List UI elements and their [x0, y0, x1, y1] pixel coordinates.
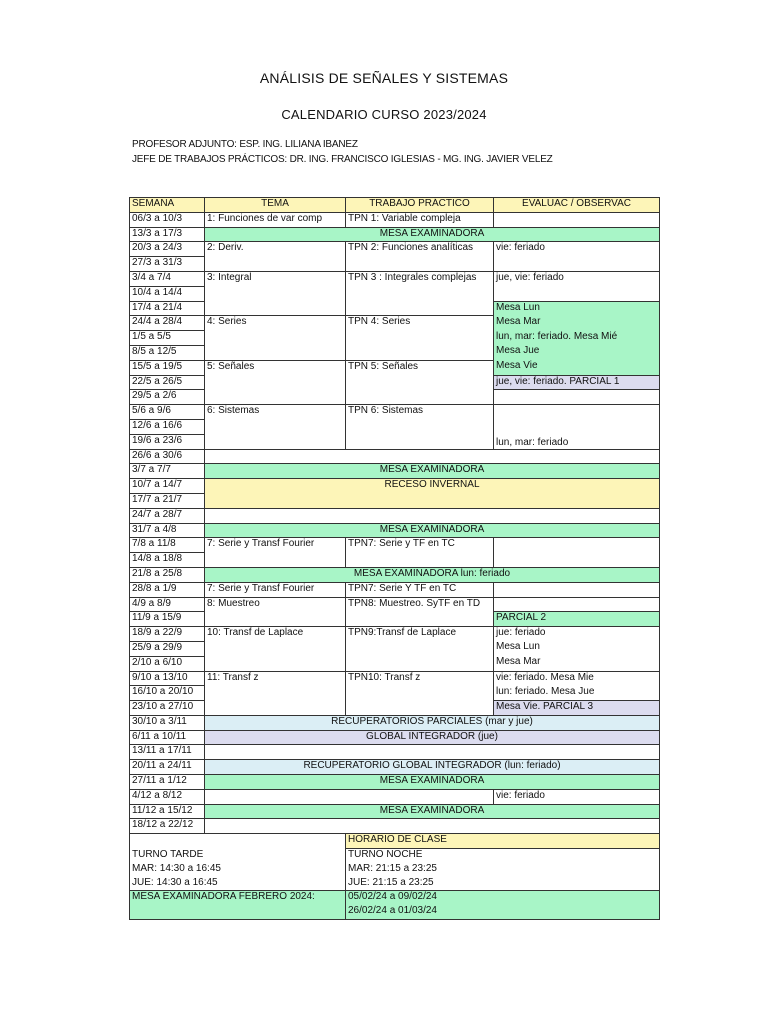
semana-cell: 19/6 a 23/6	[130, 434, 205, 449]
profesor-line: PROFESOR ADJUNTO: ESP. ING. LILIANA IBANEZ	[132, 139, 358, 150]
eval-cell: Mesa Lun	[494, 641, 660, 656]
turno-noche: TURNO NOCHE	[346, 849, 660, 863]
semana-cell: 22/5 a 26/5	[130, 375, 205, 390]
table-row	[130, 405, 660, 420]
table-row	[130, 730, 660, 745]
semana-cell: 27/11 a 1/12	[130, 775, 205, 790]
eval-cell	[494, 538, 660, 568]
horario-row	[130, 863, 660, 877]
header-eval: EVALUAC / OBSERVAC	[494, 198, 660, 213]
eval-cell	[494, 390, 660, 405]
span-cell: GLOBAL INTEGRADOR (jue)	[205, 730, 660, 745]
tarde-jue: JUE: 14:30 a 16:45	[130, 877, 346, 891]
eval-cell: Mesa Vie	[494, 360, 660, 375]
semana-cell: 3/7 a 7/7	[130, 464, 205, 479]
tema-cell: 6: Sistemas	[205, 405, 346, 449]
table-row	[130, 227, 660, 242]
semana-cell: 3/4 a 7/4	[130, 271, 205, 286]
table-row	[130, 508, 660, 523]
eval-cell: Mesa Mar	[494, 656, 660, 671]
tp-cell: TPN8: Muestreo. SyTF en TD	[346, 597, 494, 627]
span-cell: RECESO INVERNAL	[205, 479, 660, 509]
tp-cell: TPN 6: Sistemas	[346, 405, 494, 449]
tema-cell: 1: Funciones de var comp	[205, 212, 346, 227]
semana-cell: 17/4 a 21/4	[130, 301, 205, 316]
noche-mar: MAR: 21:15 a 23:25	[346, 863, 660, 877]
tema-cell: 4: Series	[205, 316, 346, 360]
semana-cell: 11/9 a 15/9	[130, 612, 205, 627]
semana-cell: 5/6 a 9/6	[130, 405, 205, 420]
table-row	[130, 760, 660, 775]
table-row	[130, 819, 660, 834]
semana-cell: 13/11 a 17/11	[130, 745, 205, 760]
tema-cell: 5: Señales	[205, 360, 346, 404]
eval-cell: PARCIAL 2	[494, 612, 660, 627]
tp-cell: TPN7: Serie Y TF en TC	[346, 582, 494, 597]
span-cell: MESA EXAMINADORA	[205, 464, 660, 479]
semana-cell: 27/3 a 31/3	[130, 257, 205, 272]
mesa-febrero-2: 26/02/24 a 01/03/24	[346, 905, 660, 919]
mesa-febrero-label: MESA EXAMINADORA FEBRERO 2024:	[130, 891, 346, 905]
semana-cell: 21/8 a 25/8	[130, 567, 205, 582]
semana-cell: 12/6 a 16/6	[130, 419, 205, 434]
span-cell	[205, 789, 494, 804]
tema-cell: 8: Muestreo	[205, 597, 346, 627]
table-row	[130, 671, 660, 686]
eval-cell: jue, vie: feriado	[494, 271, 660, 301]
semana-cell: 06/3 a 10/3	[130, 212, 205, 227]
horario-row	[130, 877, 660, 891]
table-row	[130, 360, 660, 375]
tema-cell: 3: Integral	[205, 271, 346, 315]
table-row	[130, 242, 660, 257]
header-tp: TRABAJO PRÁCTICO	[346, 198, 494, 213]
tema-cell: 2: Deriv.	[205, 242, 346, 272]
semana-cell: 18/9 a 22/9	[130, 627, 205, 642]
header-row	[130, 198, 660, 213]
mesa-febrero-row	[130, 891, 660, 905]
table-row	[130, 449, 660, 464]
eval-cell: Mesa Lun	[494, 301, 660, 316]
span-cell: MESA EXAMINADORA	[205, 775, 660, 790]
tp-cell: TPN7: Serie y TF en TC	[346, 538, 494, 568]
span-cell	[205, 819, 660, 834]
semana-cell: 1/5 a 5/5	[130, 331, 205, 346]
semana-cell: 9/10 a 13/10	[130, 671, 205, 686]
calendar-table	[129, 197, 660, 920]
eval-cell: jue: feriado	[494, 627, 660, 642]
semana-cell: 11/12 a 15/12	[130, 804, 205, 819]
eval-cell: jue, vie: feriado. PARCIAL 1	[494, 375, 660, 390]
semana-cell: 28/8 a 1/9	[130, 582, 205, 597]
eval-cell	[494, 597, 660, 612]
table-row	[130, 775, 660, 790]
tp-cell: TPN 2: Funciones analíticas	[346, 242, 494, 272]
noche-jue: JUE: 21:15 a 23:25	[346, 877, 660, 891]
eval-cell: vie: feriado. Mesa Mie	[494, 671, 660, 686]
span-cell: MESA EXAMINADORA	[205, 804, 660, 819]
tarde-mar: MAR: 14:30 a 16:45	[130, 863, 346, 877]
header-tema: TEMA	[205, 198, 346, 213]
span-cell	[205, 508, 660, 523]
table-row	[130, 582, 660, 597]
eval-cell: Mesa Mar	[494, 316, 660, 331]
horario-title-row	[130, 834, 660, 849]
semana-cell: 20/3 a 24/3	[130, 242, 205, 257]
horario-row	[130, 849, 660, 863]
document-subtitle: CALENDARIO CURSO 2023/2024	[281, 107, 487, 122]
table-row	[130, 271, 660, 286]
mesa-febrero-row	[130, 905, 660, 919]
table-row	[130, 597, 660, 612]
tp-cell: TPN10: Transf z	[346, 671, 494, 715]
semana-cell: 16/10 a 20/10	[130, 686, 205, 701]
tp-cell: TPN9:Transf de Laplace	[346, 627, 494, 671]
semana-cell: 23/10 a 27/10	[130, 701, 205, 716]
table-row	[130, 789, 660, 804]
eval-cell: lun: feriado. Mesa Jue	[494, 686, 660, 701]
tema-cell: 7: Serie y Transf Fourier	[205, 582, 346, 597]
jefe-line: JEFE DE TRABAJOS PRÁCTICOS: DR. ING. FRANCISCO IGLESIAS - MG. ING. JAVIER VELEZ	[132, 154, 553, 165]
semana-cell: 4/9 a 8/9	[130, 597, 205, 612]
semana-cell: 20/11 a 24/11	[130, 760, 205, 775]
semana-cell: 18/12 a 22/12	[130, 819, 205, 834]
tp-cell: TPN 1: Variable compleja	[346, 212, 494, 227]
mesa-febrero-1: 05/02/24 a 09/02/24	[346, 891, 660, 905]
span-cell: RECUPERATORIO GLOBAL INTEGRADOR (lun: feriado)	[205, 760, 660, 775]
semana-cell: 10/4 a 14/4	[130, 286, 205, 301]
eval-cell	[494, 212, 660, 227]
header-semana: SEMANA	[130, 198, 205, 213]
span-cell: MESA EXAMINADORA lun: feriado	[205, 567, 660, 582]
span-cell	[205, 745, 660, 760]
semana-cell: 6/11 a 10/11	[130, 730, 205, 745]
table-row	[130, 715, 660, 730]
semana-cell: 15/5 a 19/5	[130, 360, 205, 375]
tp-cell: TPN 5: Señales	[346, 360, 494, 404]
table-row	[130, 212, 660, 227]
table-row	[130, 627, 660, 642]
table-row	[130, 567, 660, 582]
semana-cell: 26/6 a 30/6	[130, 449, 205, 464]
document-title: ANÁLISIS DE SEÑALES Y SISTEMAS	[259, 70, 509, 86]
semana-cell: 17/7 a 21/7	[130, 493, 205, 508]
semana-cell: 13/3 a 17/3	[130, 227, 205, 242]
span-cell: RECUPERATORIOS PARCIALES (mar y jue)	[205, 715, 660, 730]
table-row	[130, 804, 660, 819]
eval-cell	[494, 582, 660, 597]
turno-tarde: TURNO TARDE	[130, 849, 346, 863]
semana-cell: 24/7 a 28/7	[130, 508, 205, 523]
table-row	[130, 745, 660, 760]
semana-cell: 7/8 a 11/8	[130, 538, 205, 553]
tema-cell: 10: Transf de Laplace	[205, 627, 346, 671]
span-cell: MESA EXAMINADORA	[205, 523, 660, 538]
semana-cell: 8/5 a 12/5	[130, 345, 205, 360]
semana-cell: 31/7 a 4/8	[130, 523, 205, 538]
semana-cell: 24/4 a 28/4	[130, 316, 205, 331]
semana-cell: 10/7 a 14/7	[130, 479, 205, 494]
eval-cell: vie: feriado	[494, 789, 660, 804]
eval-cell: vie: feriado	[494, 242, 660, 272]
table-row	[130, 538, 660, 553]
table-row	[130, 316, 660, 331]
eval-cell: lun, mar: feriado	[494, 405, 660, 449]
semana-cell: 30/10 a 3/11	[130, 715, 205, 730]
tp-cell: TPN 3 : Integrales complejas	[346, 271, 494, 315]
tema-cell: 7: Serie y Transf Fourier	[205, 538, 346, 568]
table-row	[130, 523, 660, 538]
tema-cell: 11: Transf z	[205, 671, 346, 715]
semana-cell: 2/10 a 6/10	[130, 656, 205, 671]
semana-cell: 14/8 a 18/8	[130, 553, 205, 568]
horario-title: HORARIO DE CLASE	[346, 834, 660, 849]
eval-cell: Mesa Jue	[494, 345, 660, 360]
semana-cell: 4/12 a 8/12	[130, 789, 205, 804]
semana-cell: 25/9 a 29/9	[130, 641, 205, 656]
table-row	[130, 479, 660, 494]
span-cell: MESA EXAMINADORA	[205, 227, 660, 242]
eval-cell: lun, mar: feriado. Mesa Mié	[494, 331, 660, 346]
semana-cell: 29/5 a 2/6	[130, 390, 205, 405]
tp-cell: TPN 4: Series	[346, 316, 494, 360]
eval-cell: Mesa Vie. PARCIAL 3	[494, 701, 660, 716]
span-cell	[205, 449, 660, 464]
table-row	[130, 464, 660, 479]
